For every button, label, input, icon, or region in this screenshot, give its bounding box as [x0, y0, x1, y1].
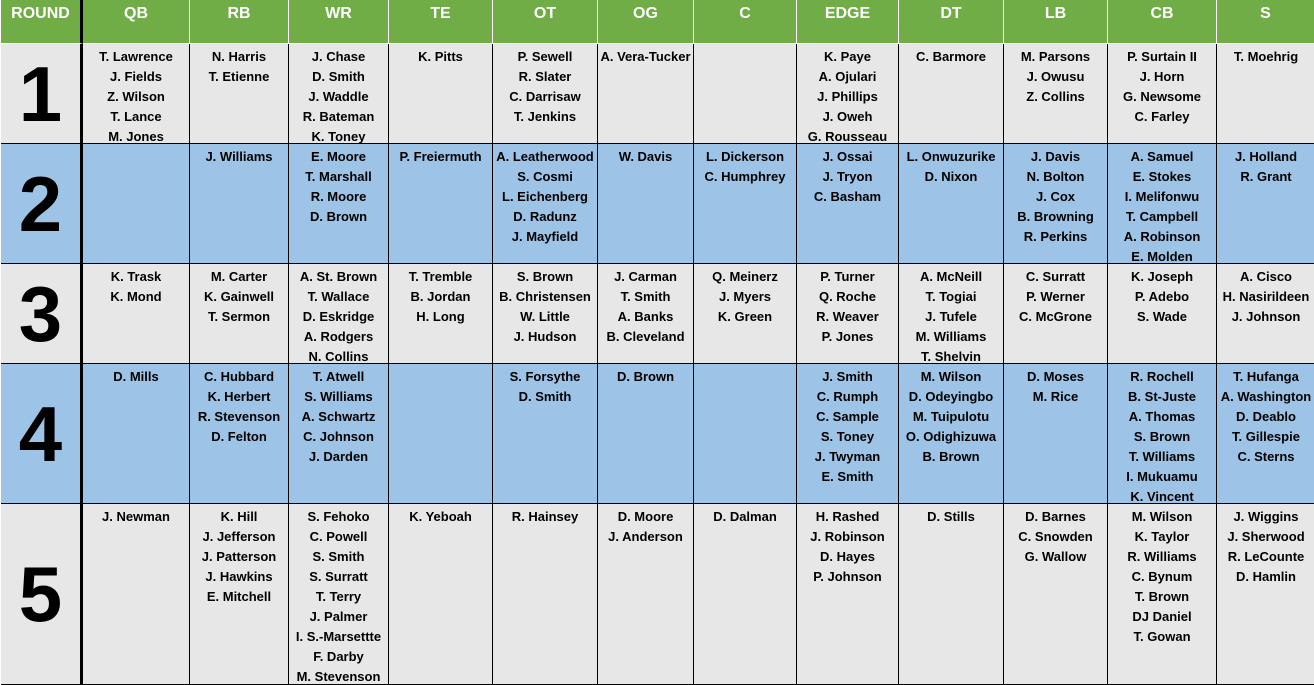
player-name: W. Little — [520, 309, 570, 324]
player-name: J. Twyman — [814, 449, 881, 464]
player-name: D. Hamlin — [1236, 569, 1296, 584]
round-3-lb-cell — [1004, 264, 1108, 364]
player-name: N. Harris — [211, 49, 267, 64]
player-name: C. Bynum — [1131, 569, 1193, 584]
position-header-rb: RB — [190, 0, 289, 44]
player-name: D. Odeyingbo — [908, 389, 994, 404]
player-name: D. Nixon — [924, 169, 978, 184]
player-name: M. Stevenson — [296, 669, 381, 684]
player-name: A. Ojulari — [818, 69, 877, 84]
player-name: T. Terry — [315, 589, 362, 604]
player-name: S. Cosmi — [517, 169, 573, 184]
player-name: S. Brown — [516, 269, 574, 284]
player-name: M. Williams — [915, 329, 987, 344]
player-name: G. Rousseau — [807, 129, 888, 144]
player-name: J. Hawkins — [205, 569, 273, 584]
player-name: S. Wade — [1136, 309, 1188, 324]
player-name: D. Smith — [518, 389, 572, 404]
player-name: C. Barmore — [915, 49, 987, 64]
player-name: Q. Meinerz — [712, 269, 778, 284]
player-name: L. Dickerson — [705, 149, 785, 164]
player-name: D. Hayes — [820, 549, 875, 564]
player-name: H. Nasirildeen — [1222, 289, 1310, 304]
player-name: K. Joseph — [1130, 269, 1194, 284]
round-4-qb-cell — [83, 364, 190, 504]
player-name: K. Mond — [110, 289, 162, 304]
player-name: D. Eskridge — [302, 309, 375, 324]
player-name: A. Vera-Tucker — [600, 49, 691, 64]
player-name: K. Taylor — [1134, 529, 1190, 544]
player-name: A. Banks — [617, 309, 674, 324]
round-3-te-cell — [389, 264, 493, 364]
round-3-ot-cell — [493, 264, 598, 364]
player-name: T. Tremble — [408, 269, 473, 284]
round-2-dt-cell — [899, 144, 1004, 264]
round-5-wr-cell — [289, 504, 389, 685]
player-name: S. Williams — [304, 389, 373, 404]
player-name: R. Moore — [310, 189, 367, 204]
player-name: H. Long — [416, 309, 465, 324]
player-name: C. Farley — [1134, 109, 1190, 124]
player-name: C. Basham — [813, 189, 882, 204]
player-name: R. Bateman — [302, 109, 375, 124]
player-name: K. Toney — [311, 129, 366, 144]
player-name: L. Eichenberg — [502, 189, 588, 204]
player-name: D. Moore — [617, 509, 674, 524]
player-name: F. Darby — [313, 649, 364, 664]
player-name: T. Wallace — [307, 289, 370, 304]
player-name: T. Lawrence — [99, 49, 173, 64]
player-name: I. Mukuamu — [1126, 469, 1198, 484]
player-name: R. Weaver — [816, 309, 879, 324]
round-4-dt-cell — [899, 364, 1004, 504]
player-name: J. Mayfield — [511, 229, 579, 244]
round-1-wr-cell — [289, 44, 389, 144]
player-name: R. Perkins — [1023, 229, 1088, 244]
player-name: A. Thomas — [1128, 409, 1196, 424]
player-name: N. Collins — [308, 349, 369, 364]
player-name: DJ Daniel — [1132, 609, 1192, 624]
player-name: J. Smith — [822, 369, 873, 384]
player-name: K. Pitts — [418, 49, 463, 64]
player-name: A. Cisco — [1239, 269, 1292, 284]
player-name: C. McGrone — [1019, 309, 1092, 324]
round-1-s-cell — [1217, 44, 1314, 144]
position-header-og: OG — [598, 0, 694, 44]
round-number: 3 — [1, 264, 83, 364]
round-3-s-cell — [1217, 264, 1314, 364]
player-name: J. Chase — [311, 49, 366, 64]
round-2-cb-cell — [1108, 144, 1217, 264]
player-name: A. Schwartz — [301, 409, 376, 424]
player-name: W. Davis — [618, 149, 673, 164]
player-name: J. Waddle — [308, 89, 369, 104]
round-5-lb-cell — [1004, 504, 1108, 685]
player-name: R. Grant — [1240, 169, 1292, 184]
player-name: B. Christensen — [499, 289, 591, 304]
player-name: P. Freiermuth — [399, 149, 482, 164]
player-name: A. Samuel — [1130, 149, 1194, 164]
player-name: E. Stokes — [1132, 169, 1192, 184]
player-name: B. Browning — [1017, 209, 1094, 224]
player-name: T. Jenkins — [513, 109, 577, 124]
round-2-wr-cell — [289, 144, 389, 264]
round-1-c-cell — [694, 44, 797, 144]
round-5-edge-cell — [797, 504, 899, 685]
player-name: I. S.-Marsettte — [295, 629, 382, 644]
player-name: C. Snowden — [1018, 529, 1093, 544]
player-name: P. Adebo — [1134, 289, 1190, 304]
player-name: T. Atwell — [312, 369, 365, 384]
player-name: G. Wallow — [1024, 549, 1087, 564]
player-name: D. Stills — [927, 509, 975, 524]
player-name: J. Robinson — [810, 529, 885, 544]
player-name: J. Patterson — [201, 549, 277, 564]
round-5-ot-cell — [493, 504, 598, 685]
round-3-cb-cell — [1108, 264, 1217, 364]
player-name: K. Herbert — [207, 389, 271, 404]
player-name: J. Holland — [1234, 149, 1298, 164]
round-5-c-cell — [694, 504, 797, 685]
player-name: M. Parsons — [1020, 49, 1091, 64]
player-name: R. Stevenson — [197, 409, 281, 424]
position-header-c: C — [694, 0, 797, 44]
player-name: T. Gowan — [1133, 629, 1191, 644]
round-2-lb-cell — [1004, 144, 1108, 264]
player-name: E. Smith — [821, 469, 874, 484]
round-1-lb-cell — [1004, 44, 1108, 144]
position-header-wr: WR — [289, 0, 389, 44]
player-name: C. Johnson — [303, 429, 374, 444]
player-name: Z. Collins — [1026, 89, 1085, 104]
round-4-lb-cell — [1004, 364, 1108, 504]
round-5-qb-cell — [83, 504, 190, 685]
player-name: D. Felton — [211, 429, 267, 444]
player-name: J. Darden — [308, 449, 369, 464]
round-number: 2 — [1, 144, 83, 264]
player-name: T. Togiai — [925, 289, 977, 304]
player-name: A. Washington — [1220, 389, 1312, 404]
player-name: D. Brown — [309, 209, 368, 224]
round-1-te-cell — [389, 44, 493, 144]
player-name: A. McNeill — [919, 269, 983, 284]
round-4-rb-cell — [190, 364, 289, 504]
round-number: 1 — [1, 44, 83, 144]
round-2-s-cell — [1217, 144, 1314, 264]
player-name: D. Deablo — [1236, 409, 1296, 424]
player-name: S. Toney — [820, 429, 875, 444]
player-name: K. Green — [717, 309, 773, 324]
player-name: C. Humphrey — [704, 169, 786, 184]
player-name: D. Mills — [113, 369, 159, 384]
player-name: Q. Roche — [818, 289, 877, 304]
player-name: A. Rodgers — [303, 329, 374, 344]
player-name: J. Myers — [718, 289, 772, 304]
position-header-lb: LB — [1004, 0, 1108, 44]
round-5-s-cell — [1217, 504, 1314, 685]
round-1-qb-cell — [83, 44, 190, 144]
player-name: P. Werner — [1026, 289, 1085, 304]
round-4-s-cell — [1217, 364, 1314, 504]
player-name: M. Rice — [1032, 389, 1079, 404]
player-name: J. Sherwood — [1227, 529, 1305, 544]
round-1-ot-cell — [493, 44, 598, 144]
player-name: T. Brown — [1134, 589, 1190, 604]
player-name: R. Williams — [1127, 549, 1197, 564]
player-name: K. Yeboah — [409, 509, 472, 524]
player-name: T. Hufanga — [1233, 369, 1299, 384]
player-name: R. Hainsey — [511, 509, 579, 524]
player-name: P. Turner — [820, 269, 875, 284]
player-name: E. Moore — [311, 149, 366, 164]
player-name: C. Hubbard — [203, 369, 275, 384]
player-name: J. Davis — [1030, 149, 1081, 164]
round-2-og-cell — [598, 144, 694, 264]
round-3-og-cell — [598, 264, 694, 364]
player-name: S. Brown — [1133, 429, 1191, 444]
player-name: K. Paye — [824, 49, 871, 64]
position-header-te: TE — [389, 0, 493, 44]
player-name: S. Fehoko — [307, 509, 370, 524]
round-5-cb-cell — [1108, 504, 1217, 685]
player-name: M. Jones — [108, 129, 164, 144]
player-name: S. Smith — [312, 549, 365, 564]
player-name: P. Surtain II — [1127, 49, 1197, 64]
player-name: I. Melifonwu — [1124, 189, 1200, 204]
round-3-c-cell — [694, 264, 797, 364]
player-name: S. Surratt — [309, 569, 368, 584]
player-name: G. Newsome — [1122, 89, 1202, 104]
round-3-wr-cell — [289, 264, 389, 364]
player-name: M. Carter — [210, 269, 268, 284]
player-name: N. Bolton — [1026, 169, 1085, 184]
position-header-dt: DT — [899, 0, 1004, 44]
player-name: D. Radunz — [513, 209, 577, 224]
round-2-edge-cell — [797, 144, 899, 264]
player-name: R. Rochell — [1130, 369, 1194, 384]
player-name: J. Owusu — [1026, 69, 1085, 84]
round-4-c-cell — [694, 364, 797, 504]
player-name: H. Rashed — [815, 509, 880, 524]
player-name: B. Cleveland — [606, 329, 685, 344]
round-1-dt-cell — [899, 44, 1004, 144]
player-name: K. Gainwell — [203, 289, 275, 304]
player-name: J. Wiggins — [1233, 509, 1299, 524]
round-5-dt-cell — [899, 504, 1004, 685]
player-name: T. Smith — [620, 289, 671, 304]
position-header-s: S — [1217, 0, 1314, 44]
player-name: L. Onwuzurike — [906, 149, 996, 164]
player-name: D. Moses — [1026, 369, 1085, 384]
round-4-edge-cell — [797, 364, 899, 504]
player-name: B. Brown — [922, 449, 980, 464]
player-name: R. Slater — [518, 69, 572, 84]
player-name: M. Tuipulotu — [912, 409, 990, 424]
player-name: J. Tufele — [925, 309, 977, 324]
round-4-cb-cell — [1108, 364, 1217, 504]
player-name: B. Jordan — [410, 289, 471, 304]
player-name: M. Wilson — [1131, 509, 1193, 524]
player-name: J. Williams — [205, 149, 273, 164]
player-name: D. Barnes — [1025, 509, 1086, 524]
player-name: Z. Wilson — [107, 89, 165, 104]
player-name: M. Wilson — [920, 369, 982, 384]
player-name: T. Etienne — [208, 69, 270, 84]
player-name: C. Sterns — [1237, 449, 1295, 464]
player-name: E. Molden — [1131, 249, 1193, 264]
player-name: J. Fields — [109, 69, 163, 84]
player-name: P. Jones — [821, 329, 874, 344]
round-3-rb-cell — [190, 264, 289, 364]
player-name: J. Ossai — [822, 149, 873, 164]
player-name: J. Newman — [102, 509, 170, 524]
round-5-te-cell — [389, 504, 493, 685]
player-name: T. Shelvin — [921, 349, 981, 364]
player-name: E. Mitchell — [206, 589, 272, 604]
player-name: J. Carman — [614, 269, 677, 284]
player-name: T. Sermon — [207, 309, 271, 324]
player-name: T. Williams — [1128, 449, 1196, 464]
player-name: A. Leatherwood — [496, 149, 594, 164]
player-name: C. Rumph — [816, 389, 879, 404]
round-2-te-cell — [389, 144, 493, 264]
player-name: J. Jefferson — [202, 529, 276, 544]
round-4-og-cell — [598, 364, 694, 504]
round-2-c-cell — [694, 144, 797, 264]
round-3-dt-cell — [899, 264, 1004, 364]
round-4-wr-cell — [289, 364, 389, 504]
round-1-og-cell — [598, 44, 694, 144]
player-name: T. Moehrig — [1233, 49, 1299, 64]
player-name: J. Johnson — [1231, 309, 1301, 324]
position-header-qb: QB — [83, 0, 190, 44]
player-name: A. St. Brown — [299, 269, 378, 284]
round-5-rb-cell — [190, 504, 289, 685]
player-name: D. Brown — [616, 369, 675, 384]
player-name: J. Anderson — [608, 529, 683, 544]
round-number: 4 — [1, 364, 83, 504]
round-number: 5 — [1, 504, 83, 685]
round-3-qb-cell — [83, 264, 190, 364]
player-name: J. Hudson — [513, 329, 577, 344]
round-2-ot-cell — [493, 144, 598, 264]
position-header-ot: OT — [493, 0, 598, 44]
player-name: R. LeCounte — [1227, 549, 1305, 564]
player-name: T. Marshall — [305, 169, 372, 184]
player-name: B. St-Juste — [1128, 389, 1196, 404]
round-column-header: ROUND — [1, 0, 83, 44]
player-name: J. Tryon — [822, 169, 873, 184]
round-4-ot-cell — [493, 364, 598, 504]
position-header-cb: CB — [1108, 0, 1217, 44]
position-header-edge: EDGE — [797, 0, 899, 44]
player-name: J. Oweh — [822, 109, 873, 124]
player-name: J. Palmer — [309, 609, 368, 624]
round-3-edge-cell — [797, 264, 899, 364]
player-name: T. Lance — [110, 109, 162, 124]
player-name: T. Campbell — [1125, 209, 1199, 224]
player-name: S. Forsythe — [509, 369, 581, 384]
player-name: J. Phillips — [817, 89, 878, 104]
round-1-rb-cell — [190, 44, 289, 144]
player-name: P. Johnson — [813, 569, 882, 584]
round-5-og-cell — [598, 504, 694, 685]
round-1-cb-cell — [1108, 44, 1217, 144]
player-name: K. Vincent — [1130, 489, 1194, 504]
round-2-rb-cell — [190, 144, 289, 264]
player-name: J. Cox — [1035, 189, 1075, 204]
player-name: A. Robinson — [1123, 229, 1201, 244]
player-name: T. Gillespie — [1232, 429, 1300, 444]
player-name: O. Odighizuwa — [905, 429, 997, 444]
player-name: C. Powell — [309, 529, 368, 544]
round-4-te-cell — [389, 364, 493, 504]
player-name: K. Trask — [110, 269, 162, 284]
player-name: K. Hill — [220, 509, 258, 524]
player-name: C. Sample — [816, 409, 879, 424]
player-name: D. Smith — [312, 69, 365, 84]
player-name: J. Horn — [1139, 69, 1185, 84]
player-name: D. Dalman — [713, 509, 777, 524]
player-name: C. Darrisaw — [509, 89, 581, 104]
player-name: P. Sewell — [517, 49, 573, 64]
player-name: C. Surratt — [1025, 269, 1086, 284]
round-2-qb-cell — [83, 144, 190, 264]
round-1-edge-cell — [797, 44, 899, 144]
